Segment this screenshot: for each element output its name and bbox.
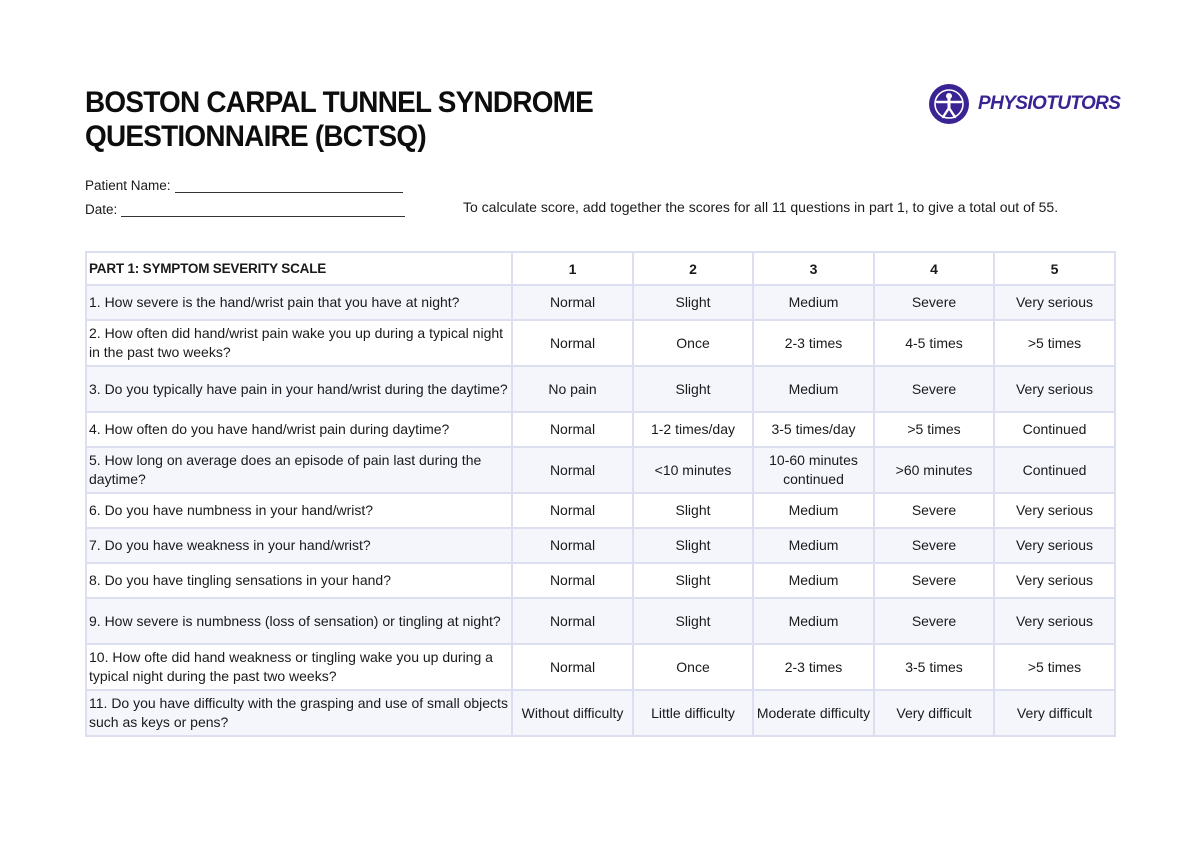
date-line[interactable] bbox=[121, 204, 405, 217]
table-row bbox=[86, 690, 1115, 736]
answer-cell[interactable]: Severe bbox=[874, 285, 994, 320]
answer-cell[interactable]: Slight bbox=[633, 493, 753, 528]
answer-cell[interactable]: 3-5 times/day bbox=[753, 412, 874, 447]
answer-cell[interactable]: Medium bbox=[753, 285, 874, 320]
date-label: Date: bbox=[85, 202, 118, 217]
answer-cell[interactable]: Very difficult bbox=[994, 690, 1115, 736]
table-row bbox=[86, 528, 1115, 563]
answer-cell[interactable]: Normal bbox=[512, 598, 633, 644]
answer-cell[interactable]: Very serious bbox=[994, 563, 1115, 598]
answer-cell[interactable]: Severe bbox=[874, 563, 994, 598]
answer-cell[interactable]: 3-5 times bbox=[874, 644, 994, 690]
answer-cell[interactable]: Normal bbox=[512, 447, 633, 493]
patient-name-line[interactable] bbox=[175, 180, 403, 193]
answer-cell[interactable]: Medium bbox=[753, 563, 874, 598]
answer-cell[interactable]: Very serious bbox=[994, 285, 1115, 320]
question-cell: 4. How often do you have hand/wrist pain during daytime? bbox=[86, 412, 512, 447]
answer-cell[interactable]: Severe bbox=[874, 493, 994, 528]
score-header: 1 bbox=[512, 252, 633, 285]
page-title-line-2: QUESTIONNAIRE (BCTSQ) bbox=[85, 120, 426, 153]
score-header: 4 bbox=[874, 252, 994, 285]
table-header-row bbox=[86, 252, 1115, 285]
answer-cell[interactable]: Continued bbox=[994, 447, 1115, 493]
answer-cell[interactable]: Very serious bbox=[994, 598, 1115, 644]
score-header: 5 bbox=[994, 252, 1115, 285]
question-cell: 10. How ofte did hand weakness or tingling wake you up during a typical night during the past two weeks? bbox=[86, 644, 512, 690]
table-row bbox=[86, 285, 1115, 320]
score-header: 2 bbox=[633, 252, 753, 285]
page-title bbox=[85, 86, 736, 154]
answer-cell[interactable]: Once bbox=[633, 320, 753, 366]
answer-cell[interactable]: Medium bbox=[753, 493, 874, 528]
patient-name-label: Patient Name: bbox=[85, 178, 171, 193]
patient-name-field[interactable] bbox=[85, 178, 403, 193]
table-row bbox=[86, 563, 1115, 598]
answer-cell[interactable]: Normal bbox=[512, 563, 633, 598]
answer-cell[interactable]: Medium bbox=[753, 598, 874, 644]
scoring-instructions: To calculate score, add together the scores for all 11 questions in part 1, to give a total out of 55. bbox=[463, 199, 1059, 215]
brand-name: PHYSIOTUTORS bbox=[978, 93, 1121, 114]
table-row bbox=[86, 447, 1115, 493]
answer-cell[interactable]: Slight bbox=[633, 366, 753, 412]
answer-cell[interactable]: Normal bbox=[512, 285, 633, 320]
table-row bbox=[86, 644, 1115, 690]
score-header: 3 bbox=[753, 252, 874, 285]
answer-cell[interactable]: 10-60 minutes continued bbox=[753, 447, 874, 493]
date-field[interactable] bbox=[85, 202, 405, 217]
question-cell: 7. Do you have weakness in your hand/wrist? bbox=[86, 528, 512, 563]
vitruvian-figure-icon bbox=[929, 84, 969, 124]
brand-logo bbox=[929, 84, 1120, 124]
answer-cell[interactable]: >60 minutes bbox=[874, 447, 994, 493]
answer-cell[interactable]: Slight bbox=[633, 563, 753, 598]
answer-cell[interactable]: >5 times bbox=[994, 320, 1115, 366]
question-cell: 1. How severe is the hand/wrist pain that you have at night? bbox=[86, 285, 512, 320]
answer-cell[interactable]: <10 minutes bbox=[633, 447, 753, 493]
question-cell: 5. How long on average does an episode of pain last during the daytime? bbox=[86, 447, 512, 493]
answer-cell[interactable]: 4-5 times bbox=[874, 320, 994, 366]
answer-cell[interactable]: 1-2 times/day bbox=[633, 412, 753, 447]
question-cell: 2. How often did hand/wrist pain wake you up during a typical night in the past two weeks? bbox=[86, 320, 512, 366]
answer-cell[interactable]: Without difficulty bbox=[512, 690, 633, 736]
answer-cell[interactable]: 2-3 times bbox=[753, 320, 874, 366]
table-row bbox=[86, 493, 1115, 528]
answer-cell[interactable]: Little difficulty bbox=[633, 690, 753, 736]
answer-cell[interactable]: Medium bbox=[753, 528, 874, 563]
answer-cell[interactable]: Medium bbox=[753, 366, 874, 412]
answer-cell[interactable]: No pain bbox=[512, 366, 633, 412]
answer-cell[interactable]: 2-3 times bbox=[753, 644, 874, 690]
answer-cell[interactable]: Moderate difficulty bbox=[753, 690, 874, 736]
answer-cell[interactable]: Very difficult bbox=[874, 690, 994, 736]
answer-cell[interactable]: Normal bbox=[512, 528, 633, 563]
answer-cell[interactable]: Once bbox=[633, 644, 753, 690]
question-cell: 3. Do you typically have pain in your hand/wrist during the daytime? bbox=[86, 366, 512, 412]
answer-cell[interactable]: Severe bbox=[874, 528, 994, 563]
table-header-label: PART 1: SYMPTOM SEVERITY SCALE bbox=[86, 252, 512, 285]
answer-cell[interactable]: Severe bbox=[874, 598, 994, 644]
answer-cell[interactable]: Severe bbox=[874, 366, 994, 412]
question-cell: 11. Do you have difficulty with the grasping and use of small objects such as keys or pens? bbox=[86, 690, 512, 736]
table-row bbox=[86, 366, 1115, 412]
answer-cell[interactable]: Slight bbox=[633, 598, 753, 644]
question-cell: 9. How severe is numbness (loss of sensation) or tingling at night? bbox=[86, 598, 512, 644]
answer-cell[interactable]: Continued bbox=[994, 412, 1115, 447]
question-cell: 8. Do you have tingling sensations in your hand? bbox=[86, 563, 512, 598]
answer-cell[interactable]: >5 times bbox=[874, 412, 994, 447]
answer-cell[interactable]: Normal bbox=[512, 412, 633, 447]
table-row bbox=[86, 598, 1115, 644]
question-cell: 6. Do you have numbness in your hand/wrist? bbox=[86, 493, 512, 528]
table-row bbox=[86, 412, 1115, 447]
page-title-line-1: BOSTON CARPAL TUNNEL SYNDROME bbox=[85, 86, 594, 119]
answer-cell[interactable]: Normal bbox=[512, 644, 633, 690]
answer-cell[interactable]: Normal bbox=[512, 493, 633, 528]
answer-cell[interactable]: Very serious bbox=[994, 366, 1115, 412]
table-row bbox=[86, 320, 1115, 366]
answer-cell[interactable]: Very serious bbox=[994, 493, 1115, 528]
answer-cell[interactable]: Slight bbox=[633, 285, 753, 320]
answer-cell[interactable]: >5 times bbox=[994, 644, 1115, 690]
answer-cell[interactable]: Slight bbox=[633, 528, 753, 563]
answer-cell[interactable]: Normal bbox=[512, 320, 633, 366]
symptom-severity-table bbox=[85, 251, 1116, 737]
answer-cell[interactable]: Very serious bbox=[994, 528, 1115, 563]
